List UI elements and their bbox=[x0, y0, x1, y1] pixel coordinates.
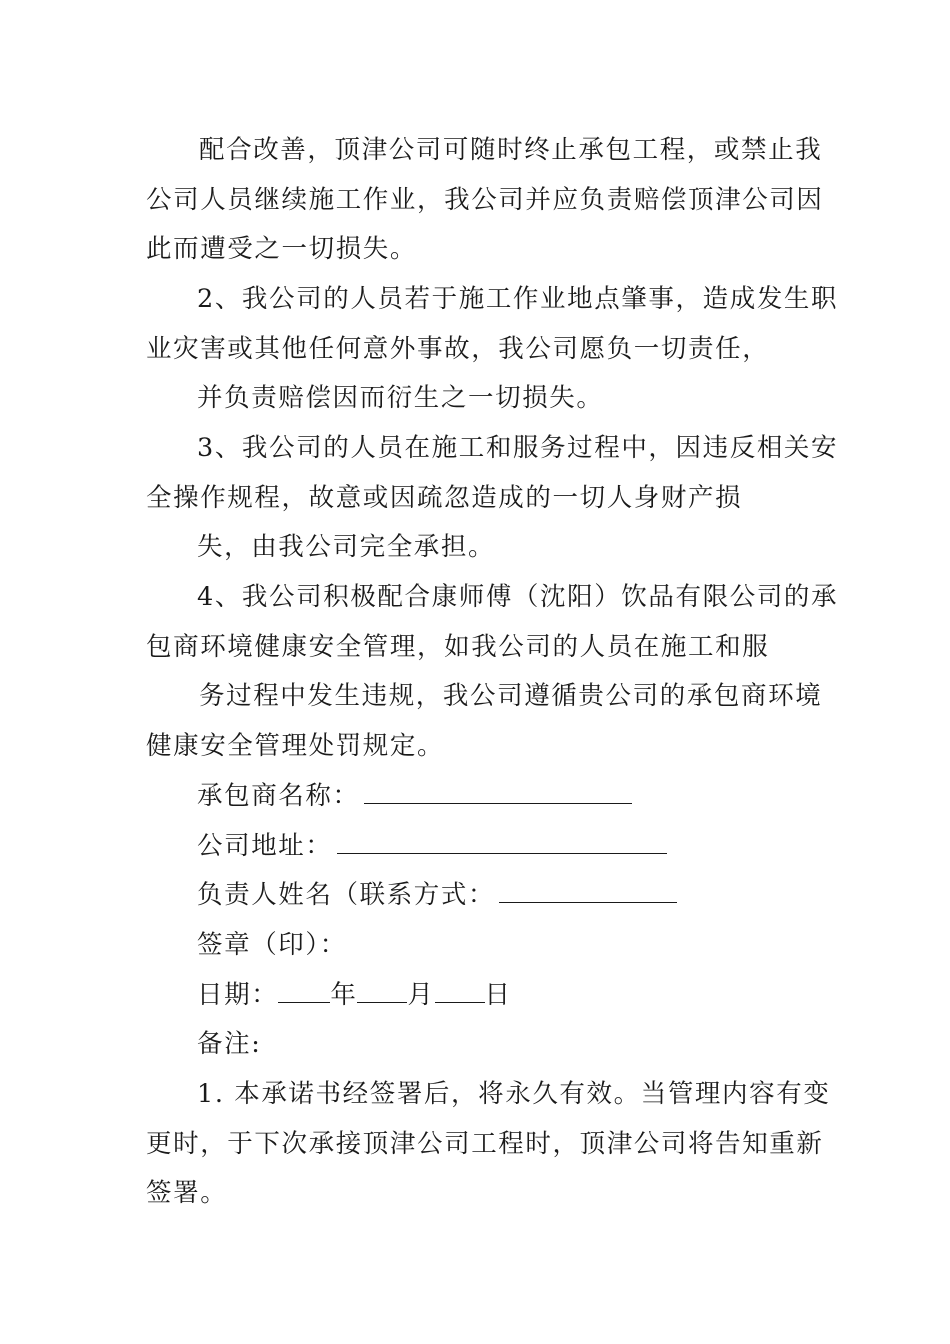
month-label: 月 bbox=[407, 980, 435, 1010]
clause-2-line: 业灾害或其他任何意外事故，我公司愿负一切责任， bbox=[146, 334, 770, 364]
clause-3-line: 失，由我公司完全承担。 bbox=[197, 532, 496, 562]
date-row bbox=[197, 979, 512, 1011]
contractor-name-label: 承包商名称： bbox=[197, 781, 360, 811]
clause-2-line: 并负责赔偿因而衍生之一切损失。 bbox=[197, 383, 604, 413]
contact-person-label: 负责人姓名（联系方式： bbox=[197, 880, 496, 910]
year-field[interactable] bbox=[278, 980, 330, 1003]
contact-person-row bbox=[197, 879, 677, 911]
contractor-name-field[interactable] bbox=[364, 781, 632, 804]
clause-3-line: 3、我公司的人员在施工和服务过程中，因违反相关安 bbox=[197, 433, 839, 463]
clause-3-line: 全操作规程，故意或因疏忽造成的一切人身财产损 bbox=[146, 483, 743, 513]
remark-line: 签署。 bbox=[146, 1178, 228, 1208]
clause-4-line: 包商环境健康安全管理，如我公司的人员在施工和服 bbox=[146, 632, 770, 662]
signature-label: 签章（印）： bbox=[197, 930, 347, 960]
company-address-field[interactable] bbox=[337, 831, 667, 854]
day-field[interactable] bbox=[435, 980, 485, 1003]
year-label: 年 bbox=[330, 980, 358, 1010]
clause-4-line: 4、我公司积极配合康师傅（沈阳）饮品有限公司的承 bbox=[197, 582, 839, 612]
contractor-name-row bbox=[197, 780, 632, 812]
clause-4-line: 务过程中发生违规，我公司遵循贵公司的承包商环境 bbox=[199, 681, 823, 711]
paragraph-line: 公司人员继续施工作业，我公司并应负责赔偿顶津公司因 bbox=[146, 185, 824, 215]
paragraph-line: 配合改善，顶津公司可随时终止承包工程，或禁止我 bbox=[199, 135, 823, 165]
month-field[interactable] bbox=[357, 980, 407, 1003]
clause-2-line: 2、我公司的人员若于施工作业地点肇事，造成发生职 bbox=[197, 284, 839, 314]
contact-field[interactable] bbox=[499, 880, 677, 903]
signature-row bbox=[197, 929, 347, 961]
company-address-label: 公司地址： bbox=[197, 831, 333, 861]
clause-4-line: 健康安全管理处罚规定。 bbox=[146, 731, 445, 761]
remarks-heading: 备注: bbox=[197, 1029, 262, 1059]
date-label: 日期： bbox=[197, 980, 279, 1010]
remark-line: 更时，于下次承接顶津公司工程时，顶津公司将告知重新 bbox=[146, 1129, 824, 1159]
day-label: 日 bbox=[484, 980, 512, 1010]
company-address-row bbox=[197, 830, 667, 862]
paragraph-line: 此而遭受之一切损失。 bbox=[146, 234, 418, 264]
remark-line: 1. 本承诺书经签署后，将永久有效。当管理内容有变 bbox=[197, 1079, 831, 1109]
